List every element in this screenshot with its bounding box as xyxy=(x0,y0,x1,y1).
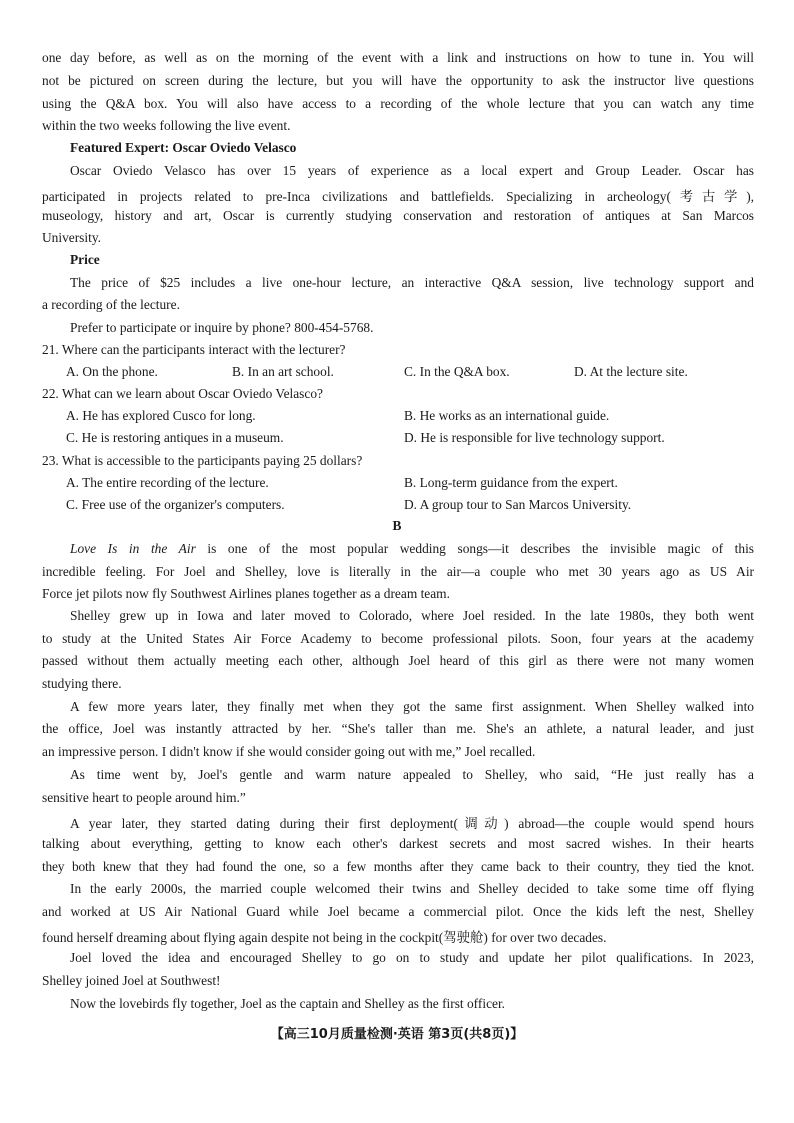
expert-line: participated in projects related to pre-Inca civilizations and battlefields. Specializing in archeology(考古学), xyxy=(42,189,754,204)
question-stem: 23. What is accessible to the participants paying 25 dollars? xyxy=(42,453,363,468)
intro-line: using the Q&A box. You will also have access to a recording of the whole lecture that you can watch any time xyxy=(42,96,754,111)
passage-line: In the early 2000s, the married couple welcomed their twins and Shelley decided to take some time off flying xyxy=(70,881,754,896)
answer-option[interactable]: B. In an art school. xyxy=(232,364,334,379)
passage-line: A year later, they started dating during their first deployment(调动) abroad—the couple would spend hours xyxy=(70,816,754,831)
answer-option[interactable]: C. In the Q&A box. xyxy=(404,364,510,379)
passage-line xyxy=(70,541,754,557)
intro-line: within the two weeks following the live event. xyxy=(42,118,291,133)
answer-option[interactable]: A. He has explored Cusco for long. xyxy=(66,408,256,423)
passage-line: Now the lovebirds fly together, Joel as the captain and Shelley as the first officer. xyxy=(70,996,506,1011)
passage-line: an impressive person. I didn't know if she would consider going out with me,” Joel recalled. xyxy=(42,744,536,759)
passage-line: incredible feeling. For Joel and Shelley, love is literally in the air—a couple who met 30 years ago as US Air xyxy=(42,564,754,579)
intro-line: not be pictured on screen during the lecture, but you will have the opportunity to ask the instructor live questions xyxy=(42,73,754,88)
passage-line: found herself dreaming about flying again despite not being in the cockpit(驾驶舱) for over two decades. xyxy=(42,930,607,945)
passage-line: to study at the United States Air Force Academy to become professional pilots. Soon, four years at the academy xyxy=(42,631,754,646)
answer-option[interactable]: A. On the phone. xyxy=(66,364,158,379)
answer-option[interactable]: B. Long-term guidance from the expert. xyxy=(404,475,618,490)
intro-line: one day before, as well as on the morning of the event with a link and instructions on how to tune in. You will xyxy=(42,50,754,65)
answer-option[interactable]: B. He works as an international guide. xyxy=(404,408,610,423)
section-b-label: B xyxy=(392,518,402,533)
passage-line: talking about everything, getting to know each other's darkest secrets and most sacred wishes. In their hearts xyxy=(42,836,754,851)
passage-line: the office, Joel was instantly attracted by her. “She's taller than me. She's an athlete, a natural leader, and just xyxy=(42,721,754,736)
answer-option[interactable]: C. He is restoring antiques in a museum. xyxy=(66,430,284,445)
price-line: The price of $25 includes a live one-hour lecture, an interactive Q&A session, live technology support and xyxy=(70,275,754,290)
passage-line: A few more years later, they finally met when they got the same first assignment. When Shelley walked into xyxy=(70,699,754,714)
passage-line: and worked at US Air National Guard while Joel became a commercial pilot. Once the kids left the nest, Shelley xyxy=(42,904,754,919)
answer-option[interactable]: C. Free use of the organizer's computers. xyxy=(66,497,285,512)
price-line: a recording of the lecture. xyxy=(42,297,180,312)
expert-heading: Featured Expert: Oscar Oviedo Velasco xyxy=(70,140,297,155)
passage-line: passed without them actually meeting each other, although Joel heard of this girl as there were not many women xyxy=(42,653,754,668)
passage-line: Shelley grew up in Iowa and later moved to Colorado, where Joel resided. In the late 1980s, they both went xyxy=(70,608,754,623)
song-title: Love Is in the Air xyxy=(70,541,196,556)
passage-line: Shelley joined Joel at Southwest! xyxy=(42,973,221,988)
expert-line: museology, history and art, Oscar is currently studying conservation and restoration of antiques at San Marcos xyxy=(42,208,754,223)
passage-line: Force jet pilots now fly Southwest Airlines planes together as a dream team. xyxy=(42,586,450,601)
answer-option[interactable]: D. He is responsible for live technology support. xyxy=(404,430,665,445)
answer-option[interactable]: D. At the lecture site. xyxy=(574,364,688,379)
expert-line: University. xyxy=(42,230,102,245)
passage-line: Joel loved the idea and encouraged Shelley to go on to study and update her pilot qualifications. In 2023, xyxy=(70,950,754,965)
question-stem: 22. What can we learn about Oscar Oviedo Velasco? xyxy=(42,386,323,401)
answer-option[interactable]: A. The entire recording of the lecture. xyxy=(66,475,269,490)
price-heading: Price xyxy=(70,252,100,267)
phone-line: Prefer to participate or inquire by phone? 800-454-5768. xyxy=(70,320,374,335)
passage-line: As time went by, Joel's gentle and warm nature appealed to Shelley, who said, “He just really has a xyxy=(70,767,754,782)
question-stem: 21. Where can the participants interact with the lecturer? xyxy=(42,342,346,357)
page-footer: 【高三10月质量检测·英语 第3页(共8页)】 xyxy=(270,1027,524,1042)
answer-option[interactable]: D. A group tour to San Marcos University. xyxy=(404,497,632,512)
passage-line: sensitive heart to people around him.” xyxy=(42,790,246,805)
expert-line: Oscar Oviedo Velasco has over 15 years of experience as a local expert and Group Leader. Oscar has xyxy=(70,163,754,178)
passage-text: is one of the most popular wedding songs—it describes the invisible magic of this xyxy=(195,541,754,556)
passage-line: studying there. xyxy=(42,676,122,691)
passage-line: they both knew that they had found the one, so a few months after they came back to their country, they tied the knot. xyxy=(42,859,754,874)
